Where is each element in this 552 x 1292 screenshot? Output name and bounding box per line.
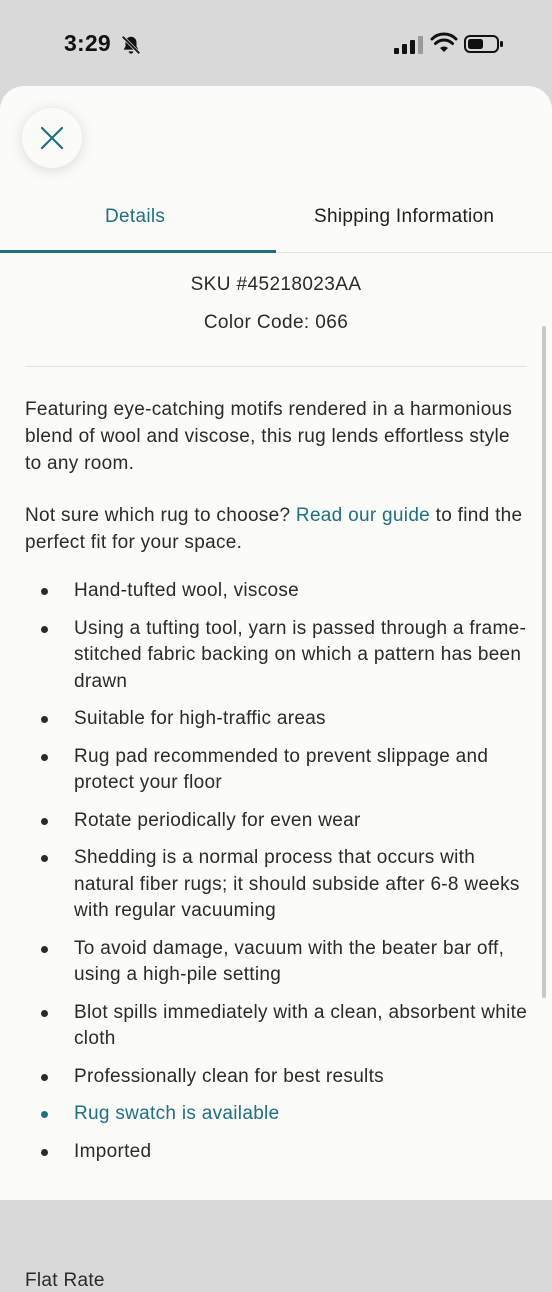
feature-item: Imported — [0, 1139, 552, 1166]
bell-slash-icon — [120, 34, 142, 56]
cellular-signal-icon — [394, 36, 424, 54]
feature-item: Shedding is a normal process that occurs with natural fiber rugs; it should subside after 6-8 weeks with regular vacuuming — [0, 845, 552, 925]
tab-details[interactable]: Details — [105, 206, 166, 227]
bullet-dot-icon — [41, 588, 48, 595]
product-sku: SKU #45218023AA — [190, 274, 362, 295]
bullet-dot-icon — [41, 1010, 48, 1017]
guide-text-after: to find the perfect fit for your space. — [25, 505, 523, 553]
divider — [25, 366, 527, 367]
feature-item: Using a tufting tool, yarn is passed through a frame-stitched fabric backing on which a pattern has been drawn — [0, 616, 552, 696]
feature-item: Suitable for high-traffic areas — [0, 706, 552, 733]
scrollbar[interactable] — [542, 326, 546, 998]
feature-item: Hand-tufted wool, viscose — [0, 578, 552, 605]
feature-list — [0, 578, 552, 1176]
bullet-dot-icon — [41, 754, 48, 761]
feature-item: Blot spills immediately with a clean, absorbent white cloth — [0, 1000, 552, 1053]
battery-icon — [464, 34, 504, 54]
status-time: 3:29 — [64, 30, 111, 56]
flat-rate-heading: Flat Rate — [25, 1270, 105, 1291]
bullet-dot-icon — [41, 1149, 48, 1156]
wifi-icon — [431, 33, 457, 53]
close-icon — [39, 125, 65, 151]
guide-text-before: Not sure which rug to choose? — [25, 505, 296, 526]
read-guide-link[interactable]: Read our guide — [295, 505, 431, 526]
rug-swatch-link[interactable]: Rug swatch is available — [0, 1101, 552, 1128]
details-sheet — [0, 86, 552, 1291]
product-description: Featuring eye-catching motifs rendered in a harmonious blend of wool and viscose, this rug lends effortless style to any room. — [25, 399, 513, 474]
bullet-dot-icon — [41, 1074, 48, 1081]
feature-item: Professionally clean for best results — [0, 1064, 552, 1091]
active-tab-indicator — [0, 250, 276, 253]
bullet-dot-icon — [41, 946, 48, 953]
bullet-dot-icon — [41, 855, 48, 862]
guide-text — [25, 502, 530, 556]
feature-item: Rotate periodically for even wear — [0, 808, 552, 835]
status-bar — [0, 0, 552, 90]
tab-bar — [0, 198, 552, 253]
tab-shipping-information[interactable]: Shipping Information — [314, 206, 495, 227]
feature-item: To avoid damage, vacuum with the beater bar off, using a high-pile setting — [0, 936, 552, 989]
bullet-dot-icon — [41, 716, 48, 723]
close-button[interactable] — [22, 108, 82, 168]
bullet-dot-icon — [41, 626, 48, 633]
bullet-dot-icon — [41, 818, 48, 825]
bullet-dot-icon — [41, 1111, 48, 1118]
feature-item: Rug pad recommended to prevent slippage and protect your floor — [0, 744, 552, 797]
product-color-code: Color Code: 066 — [203, 312, 349, 333]
